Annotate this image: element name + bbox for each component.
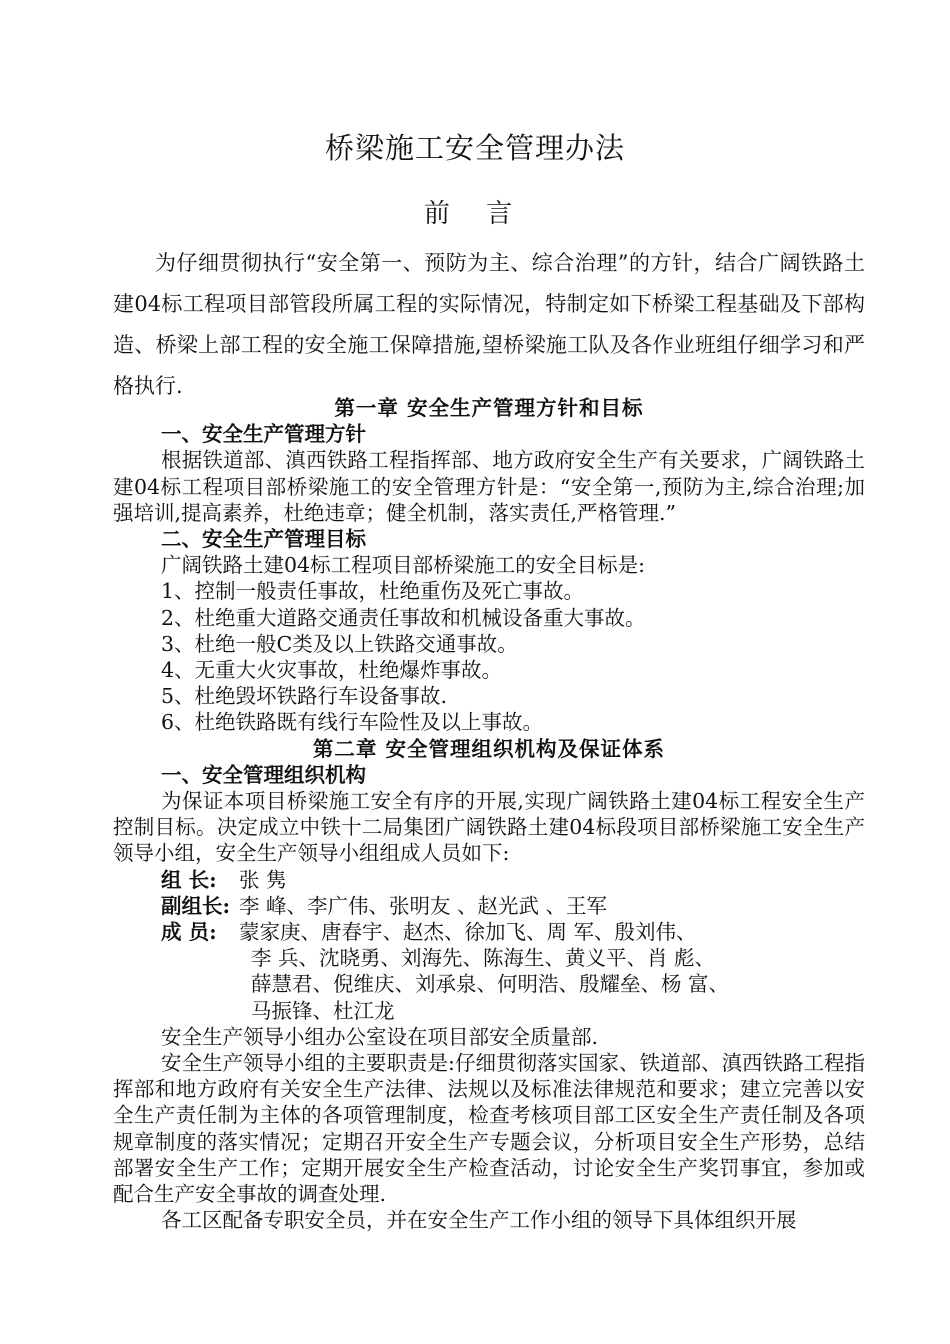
duties-paragraph: 安全生产领导小组的主要职责是:仔细贯彻落实国家、铁道部、滇西铁路工程指挥部和地方政府有关安全生产法律、法规以及标准法律规范和要求；建立完善以安全生产责任制为主体的各项管理制度，检查考核项目部工区安全生产责任制及各项规章制度的落实情况；定期召开安全生产专题会议，分析项目安全生产形势，总结部署安全生产工作；定期开展安全生产检查活动，讨论安全生产奖罚事宜，参加或配合生产安全事故的调查处理. [113,1051,865,1207]
members-names-line-3: 薛慧君、倪维庆、刘承泉、何明浩、殷耀垒、杨 富、 [251,972,730,997]
document-body [113,395,865,1234]
chapter-2-section-1-heading: 一、安全管理组织机构 [161,762,366,787]
chapter-1-section-2-intro: 广阔铁路土建04标工程项目部桥梁施工的安全目标是: [161,553,645,578]
chapter-1-heading: 第一章 安全生产管理方针和目标 [334,396,644,420]
intro-section [113,243,865,407]
members-label: 成 员: [161,920,217,945]
members-names-line-4: 马振锋、杜江龙 [251,998,395,1023]
goal-item: 4、无重大火灾事故，杜绝爆炸事故。 [161,658,503,683]
chapter-1-section-2-heading: 二、安全生产管理目标 [161,527,366,552]
deputy-label: 副组长: [161,893,231,918]
goal-item: 5、杜绝毁坏铁路行车设备事故. [161,684,448,709]
leader-row [113,867,865,893]
leader-label: 组 长: [161,867,217,892]
office-paragraph: 安全生产领导小组办公室设在项目部安全质量部. [161,1024,599,1049]
leader-names: 张 隽 [239,867,287,892]
goal-item: 1、控制一般责任事故，杜绝重伤及死亡事故。 [161,579,585,604]
deputy-names: 李 峰、李广伟、张明友 、赵光武 、王军 [239,893,608,918]
members-names-line-1: 蒙家庚、唐春宇、赵杰、徐加飞、周 军、殷刘伟、 [239,920,697,945]
chapter-1-section-1-heading: 一、安全生产管理方针 [161,422,366,447]
members-names-line-2: 李 兵、沈晓勇、刘海先、陈海生、黄义平、肖 彪、 [251,946,716,971]
foreword-heading: 前 言 [423,199,527,229]
members-row [113,919,865,945]
intro-paragraph: 为仔细贯彻执行“安全第一、预防为主、综合治理”的方针，结合广阔铁路土建04标工程项目部管段所属工程的实际情况，特制定如下桥梁工程基础及下部构造、桥梁上部工程的安全施工保障措施,望桥梁施工队及各作业班组仔细学习和严格执行. [113,251,865,398]
document-title: 桥梁施工安全管理办法 [324,131,625,165]
chapter-1-section-1-paragraph: 根据铁道部、滇西铁路工程指挥部、地方政府安全生产有关要求，广阔铁路土建04标工程项目部桥梁施工的安全管理方针是：“安全第一,预防为主,综合治理;加强培训,提高素养，杜绝违章；健全机制，落实责任,严格管理.” [113,448,865,525]
chapter-2-heading: 第二章 安全管理组织机构及保证体系 [312,736,666,761]
last-paragraph: 各工区配备专职安全员，并在安全生产工作小组的领导下具体组织开展 [161,1208,797,1233]
chapter-2-section-1-paragraph: 为保证本项目桥梁施工安全有序的开展,实现广阔铁路土建04标工程安全生产控制目标。决定成立中铁十二局集团广阔铁路土建04标段项目部桥梁施工安全生产领导小组，安全生产领导小组组成人员如下: [113,789,865,866]
deputy-row [113,893,865,919]
goal-item: 2、杜绝重大道路交通责任事故和机械设备重大事故。 [161,605,646,630]
goal-item: 3、杜绝一般C类及以上铁路交通事故。 [161,631,518,656]
goal-item: 6、杜绝铁路既有线行车险性及以上事故。 [161,710,544,735]
